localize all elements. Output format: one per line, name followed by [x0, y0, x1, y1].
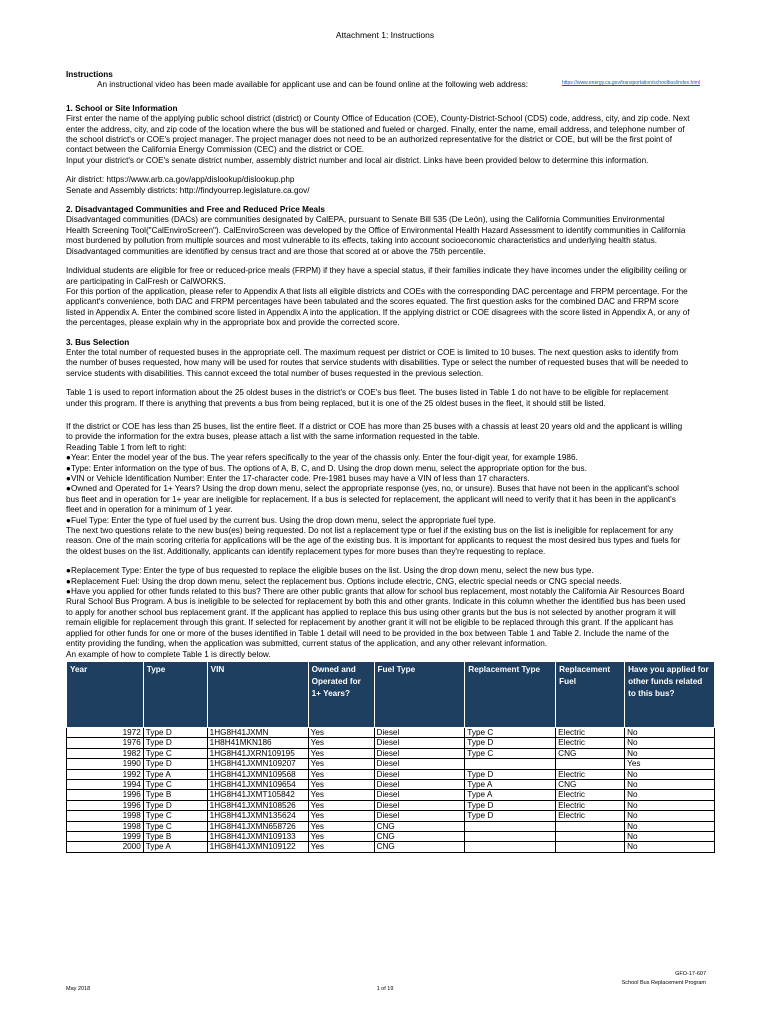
table-row [67, 800, 715, 810]
section2-heading: 2. Disadvantaged Communities and Free and Reduced Price Meals [66, 205, 325, 215]
cell-vin: 1HG8H41JXMN109207 [207, 759, 308, 769]
cell-owned: Yes [308, 738, 374, 748]
table-1 [66, 661, 715, 853]
cell-fuel-type: Diesel [374, 727, 465, 737]
document-body [66, 70, 709, 853]
cell-year: 1996 [67, 800, 144, 810]
cell-replacement-fuel [556, 759, 625, 769]
cell-replacement-type [465, 759, 556, 769]
footer-page-number: 1 of 19 [376, 986, 394, 992]
section3-paragraph-3: If the district or COE has less than 25 buses, list the entire fleet. If a district or COE has more than 25 buses with a chassis at least 20 years old and the applicant is willing to provide the information for the extra buses, please attach a list with the same information requested in the table. [66, 421, 683, 442]
cell-owned: Yes [308, 842, 374, 852]
cell-vin: 1HG8H41JXRN109195 [207, 748, 308, 758]
col-header-type: Type [143, 661, 207, 727]
table-row [67, 748, 715, 758]
cell-other-funds: No [625, 821, 715, 831]
cell-vin: 1HG8H41JXMN658726 [207, 821, 308, 831]
cell-fuel-type: Diesel [374, 738, 465, 748]
col-header-vin: VIN [207, 661, 308, 727]
cell-other-funds: No [625, 790, 715, 800]
section3-paragraph-5: The next two questions relate to the new bus(es) being requested. Do not list a replacement type or fuel if the existing bus on the list is ineligible for replacement for any reason. One of the main scoring criteria for applications will be the age of the existing bus. It is important for applicants to request the most desired bus types and fuels for the oldest buses on the list. Additionally, applicants can identify replacement types for more buses than they're requesting to replace. [66, 526, 681, 556]
cell-other-funds: Yes [625, 759, 715, 769]
cell-type: Type D [143, 800, 207, 810]
cell-fuel-type: Diesel [374, 779, 465, 789]
cell-replacement-type [465, 831, 556, 841]
cell-year: 2000 [67, 842, 144, 852]
cell-type: Type C [143, 748, 207, 758]
air-district-link[interactable]: Air district: https://www.arb.ca.gov/app/dislookup/dislookup.php [66, 175, 295, 185]
cell-year: 1992 [67, 769, 144, 779]
cell-other-funds: No [625, 748, 715, 758]
footer-program [622, 970, 706, 988]
cell-type: Type C [143, 779, 207, 789]
cell-fuel-type: Diesel [374, 800, 465, 810]
cell-other-funds: No [625, 769, 715, 779]
footer-program-name: School Bus Replacement Program [621, 980, 706, 986]
cell-replacement-type: Type D [465, 738, 556, 748]
cell-replacement-fuel: Electric [556, 727, 625, 737]
cell-replacement-fuel: CNG [556, 748, 625, 758]
bullet-other-funds: ●Have you applied for other funds related to this bus? There are other public grants that allow for school bus replacement, most notably the California Air Resources Board Rural School Bus Program. A bus is ineligible to be selected for replacement by both this and other grants. Indicate in this column whether the identified bus has been used to apply for another school bus replacement grant. If the applicant has applied to replace this bus using other grants but the bus is not selected by another program it will remain eligible for replacement through this grant. If selected for replacement by another grant it will not be eligible to be replaced through this grant. If the applicant has applied for other funds for one or more of the buses identified in Table 1 detail will need to be provided in the box between Table 1 and Table 2. Include the name of the entity providing the funding, when the application was submitted, current status of the application, and any other relevant information. [66, 587, 686, 649]
cell-type: Type B [143, 790, 207, 800]
cell-vin: 1HG8H41JXMT105842 [207, 790, 308, 800]
cell-owned: Yes [308, 790, 374, 800]
cell-replacement-fuel: Electric [556, 811, 625, 821]
bullet-year: ●Year: Enter the model year of the bus. The year refers specifically to the year of the chassis only. Enter the four-digit year, for example 1986. [66, 453, 578, 463]
cell-vin: 1HG8H41JXMN108526 [207, 800, 308, 810]
cell-replacement-type [465, 821, 556, 831]
cell-year: 1994 [67, 779, 144, 789]
cell-other-funds: No [625, 811, 715, 821]
cell-fuel-type: Diesel [374, 769, 465, 779]
table-row [67, 727, 715, 737]
cell-replacement-type: Type A [465, 779, 556, 789]
cell-year: 1976 [67, 738, 144, 748]
cell-replacement-type: Type D [465, 811, 556, 821]
cell-type: Type D [143, 759, 207, 769]
cell-owned: Yes [308, 800, 374, 810]
table-row [67, 738, 715, 748]
cell-replacement-type: Type C [465, 727, 556, 737]
cell-owned: Yes [308, 831, 374, 841]
table-row [67, 811, 715, 821]
cell-other-funds: No [625, 779, 715, 789]
cell-owned: Yes [308, 727, 374, 737]
cell-fuel-type: CNG [374, 831, 465, 841]
table-row [67, 779, 715, 789]
cell-owned: Yes [308, 748, 374, 758]
video-link[interactable]: https://www.energy.ca.gov/transportation/schoolbus/index.html [561, 80, 700, 87]
cell-replacement-type: Type C [465, 748, 556, 758]
col-header-replacement-type: Replacement Type [465, 661, 556, 727]
cell-fuel-type: CNG [374, 842, 465, 852]
cell-vin: 1HG8H41JXMN109568 [207, 769, 308, 779]
cell-other-funds: No [625, 738, 715, 748]
cell-vin: 1HG8H41JXMN135624 [207, 811, 308, 821]
cell-vin: 1HG8H41JXMN109122 [207, 842, 308, 852]
footer-code: GFO-17-607 [675, 971, 706, 977]
section1-heading: 1. School or Site Information [66, 103, 178, 113]
cell-owned: Yes [308, 779, 374, 789]
bullet-type: ●Type: Enter information on the type of bus. The options of A, B, C, and D. Using the drop down menu, select the appropriate option for the bus. [66, 463, 587, 473]
cell-owned: Yes [308, 769, 374, 779]
cell-type: Type A [143, 842, 207, 852]
cell-other-funds: No [625, 800, 715, 810]
col-header-other-funds: Have you applied for other funds related to this bus? [625, 661, 715, 727]
cell-other-funds: No [625, 727, 715, 737]
cell-year: 1996 [67, 790, 144, 800]
section3-paragraph-6: An example of how to complete Table 1 is directly below. [66, 649, 271, 659]
table-header-row [67, 661, 715, 727]
cell-fuel-type: CNG [374, 821, 465, 831]
cell-year: 1999 [67, 831, 144, 841]
cell-year: 1982 [67, 748, 144, 758]
cell-replacement-fuel [556, 831, 625, 841]
footer-date: May 2018 [66, 986, 91, 992]
table-row [67, 831, 715, 841]
table-row [67, 769, 715, 779]
bullet-replacement-fuel: ●Replacement Fuel: Using the drop down menu, select the replacement bus. Options include electric, CNG, electric special needs or CNG special needs. [66, 576, 622, 586]
cell-replacement-type: Type D [465, 769, 556, 779]
cell-year: 1972 [67, 727, 144, 737]
section3-heading: 3. Bus Selection [66, 337, 130, 347]
cell-type: Type A [143, 769, 207, 779]
col-header-fuel-type: Fuel Type [374, 661, 465, 727]
cell-owned: Yes [308, 759, 374, 769]
video-text: An instructional video has been made available for applicant use and can be found online at the following web address: [97, 80, 529, 90]
cell-owned: Yes [308, 821, 374, 831]
cell-replacement-fuel [556, 842, 625, 852]
section2-paragraph-3: For this portion of the application, please refer to Appendix A that lists all eligible districts and COEs with the corresponding DAC percentage and FRPM percentage. For the applicant's convenience, both DAC and FRPM percentages have been tabulated and the scores equated. The first question asks for the combined DAC and FRPM score listed in Appendix A. Enter the combined score listed in Appendix A into the application. If the applying district or COE disagrees with the score listed in Appendix A, or any of the percentages, please explain why in the appropriate box and provide the corrected score. [66, 286, 690, 328]
cell-vin: 1H8H41MKN186 [207, 738, 308, 748]
cell-type: Type D [143, 738, 207, 748]
cell-other-funds: No [625, 831, 715, 841]
cell-replacement-fuel: Electric [556, 800, 625, 810]
bullet-vin: ●VIN or Vehicle Identification Number: Enter the 17-character code. Pre-1981 buses may have a VIN of less than 17 characters. [66, 474, 530, 483]
table-row [67, 842, 715, 852]
cell-year: 1990 [67, 759, 144, 769]
cell-type: Type C [143, 821, 207, 831]
page-title: Attachment 1: Instructions [335, 30, 435, 40]
cell-replacement-fuel [556, 821, 625, 831]
video-paragraph [66, 80, 700, 90]
cell-type: Type D [143, 727, 207, 737]
cell-fuel-type: Diesel [374, 790, 465, 800]
cell-type: Type C [143, 811, 207, 821]
bullet-replacement-type: ●Replacement Type: Enter the type of bus requested to replace the eligible buses on the list. Using the drop down menu, select the new bus type. [66, 566, 594, 576]
section1-paragraph-2: Input your district's or COE's senate district number, assembly district number and local air district. Links have been provided below to determine this information. [66, 155, 649, 165]
cell-vin: 1HG8H41JXMN [207, 727, 308, 737]
cell-other-funds: No [625, 842, 715, 852]
cell-fuel-type: Diesel [374, 759, 465, 769]
section1-paragraph-1: First enter the name of the applying public school district (district) or County Office of Education (COE), County-District-School (CDS) code, address, city, and zip code. Next enter the address, city, and zip code of the location where the bus will be stationed and fueled or charged. Finally, enter the name, email address, and telephone number of the school district's or COE's project manager. The project manager does not need to be an authorized representative for the district or COE, but will be the first point of contact between the California Energy Commission (CEC) and the district or COE. [66, 114, 690, 155]
bullet-fuel: ●Fuel Type: Enter the type of fuel used by the current bus. Using the drop down menu, select the appropriate fuel type. [66, 515, 496, 525]
bullet-owned: ●Owned and Operated for 1+ Years? Using the drop down menu, select the appropriate response (yes, no, or unsure). Buses that have not been in the applicant's school bus fleet and in operation for 1+ year are ineligible for replacement. If a bus is selected for replacement, the applicant will need to verify that it has been in the applicant's fleet and in operation for a minimum of 1 year. [66, 484, 679, 515]
cell-replacement-type: Type A [465, 790, 556, 800]
cell-vin: 1HG8H41JXMN109654 [207, 779, 308, 789]
section3-paragraph-4: Reading Table 1 from left to right: [66, 442, 187, 452]
section3-paragraph-1: Enter the total number of requested buses in the appropriate cell. The maximum request per district or COE is limited to 10 buses. The next question asks to identify from the number of buses requested, how many will be used for routes that service students with disabilities. Type or select the number of requested buses that will be needed to service students with disabilities. This cannot exceed the total number of buses requested in the previous selection. [66, 347, 688, 378]
col-header-owned: Owned and Operated for 1+ Years? [308, 661, 374, 727]
cell-fuel-type: Diesel [374, 748, 465, 758]
cell-fuel-type: Diesel [374, 811, 465, 821]
cell-replacement-fuel: Electric [556, 738, 625, 748]
col-header-replacement-fuel: Replacement Fuel [556, 661, 625, 727]
cell-owned: Yes [308, 811, 374, 821]
cell-type: Type B [143, 831, 207, 841]
cell-vin: 1HG8H41JXMN109133 [207, 831, 308, 841]
cell-replacement-fuel: Electric [556, 790, 625, 800]
senate-assembly-link[interactable]: Senate and Assembly districts: http://findyourrep.legislature.ca.gov/ [66, 185, 310, 195]
section3-paragraph-2: Table 1 is used to report information about the 25 oldest buses in the district's or COE's bus fleet. The buses listed in Table 1 do not have to be eligible for replacement under this program. If there is anything that prevents a bus from being replaced, but it is one of the 25 oldest buses in the fleet, it should still be listed. [66, 388, 669, 408]
table-row [67, 790, 715, 800]
instructions-heading: Instructions [66, 70, 113, 79]
cell-replacement-fuel: Electric [556, 769, 625, 779]
cell-replacement-type: Type D [465, 800, 556, 810]
cell-replacement-fuel: CNG [556, 779, 625, 789]
cell-year: 1998 [67, 821, 144, 831]
section2-paragraph-1: Disadvantaged communities (DACs) are communities designated by CalEPA, pursuant to Senate Bill 535 (De León), using the California Communities Environmental Health Screening Tool("CalEnviroScreen"). CalEnviroScreen was developed by the Office of Environmental Health Hazard Assessment to identify communities in California most burdened by pollution from multiple sources and most vulnerable to its effects, taking into account socioeconomic characteristics and underlying health status. Disadvantaged communities are identified by census tract and are those that scored at or above the 75th percentile. [66, 215, 686, 256]
cell-year: 1998 [67, 811, 144, 821]
col-header-year: Year [67, 661, 144, 727]
cell-replacement-type [465, 842, 556, 852]
table-row [67, 759, 715, 769]
table-row [67, 821, 715, 831]
section2-paragraph-2: Individual students are eligible for free or reduced-price meals (FRPM) if they have a special status, if their families indicate they have incomes under the eligibility ceiling or are participating in CalFresh or CalWORKS. [66, 266, 687, 286]
